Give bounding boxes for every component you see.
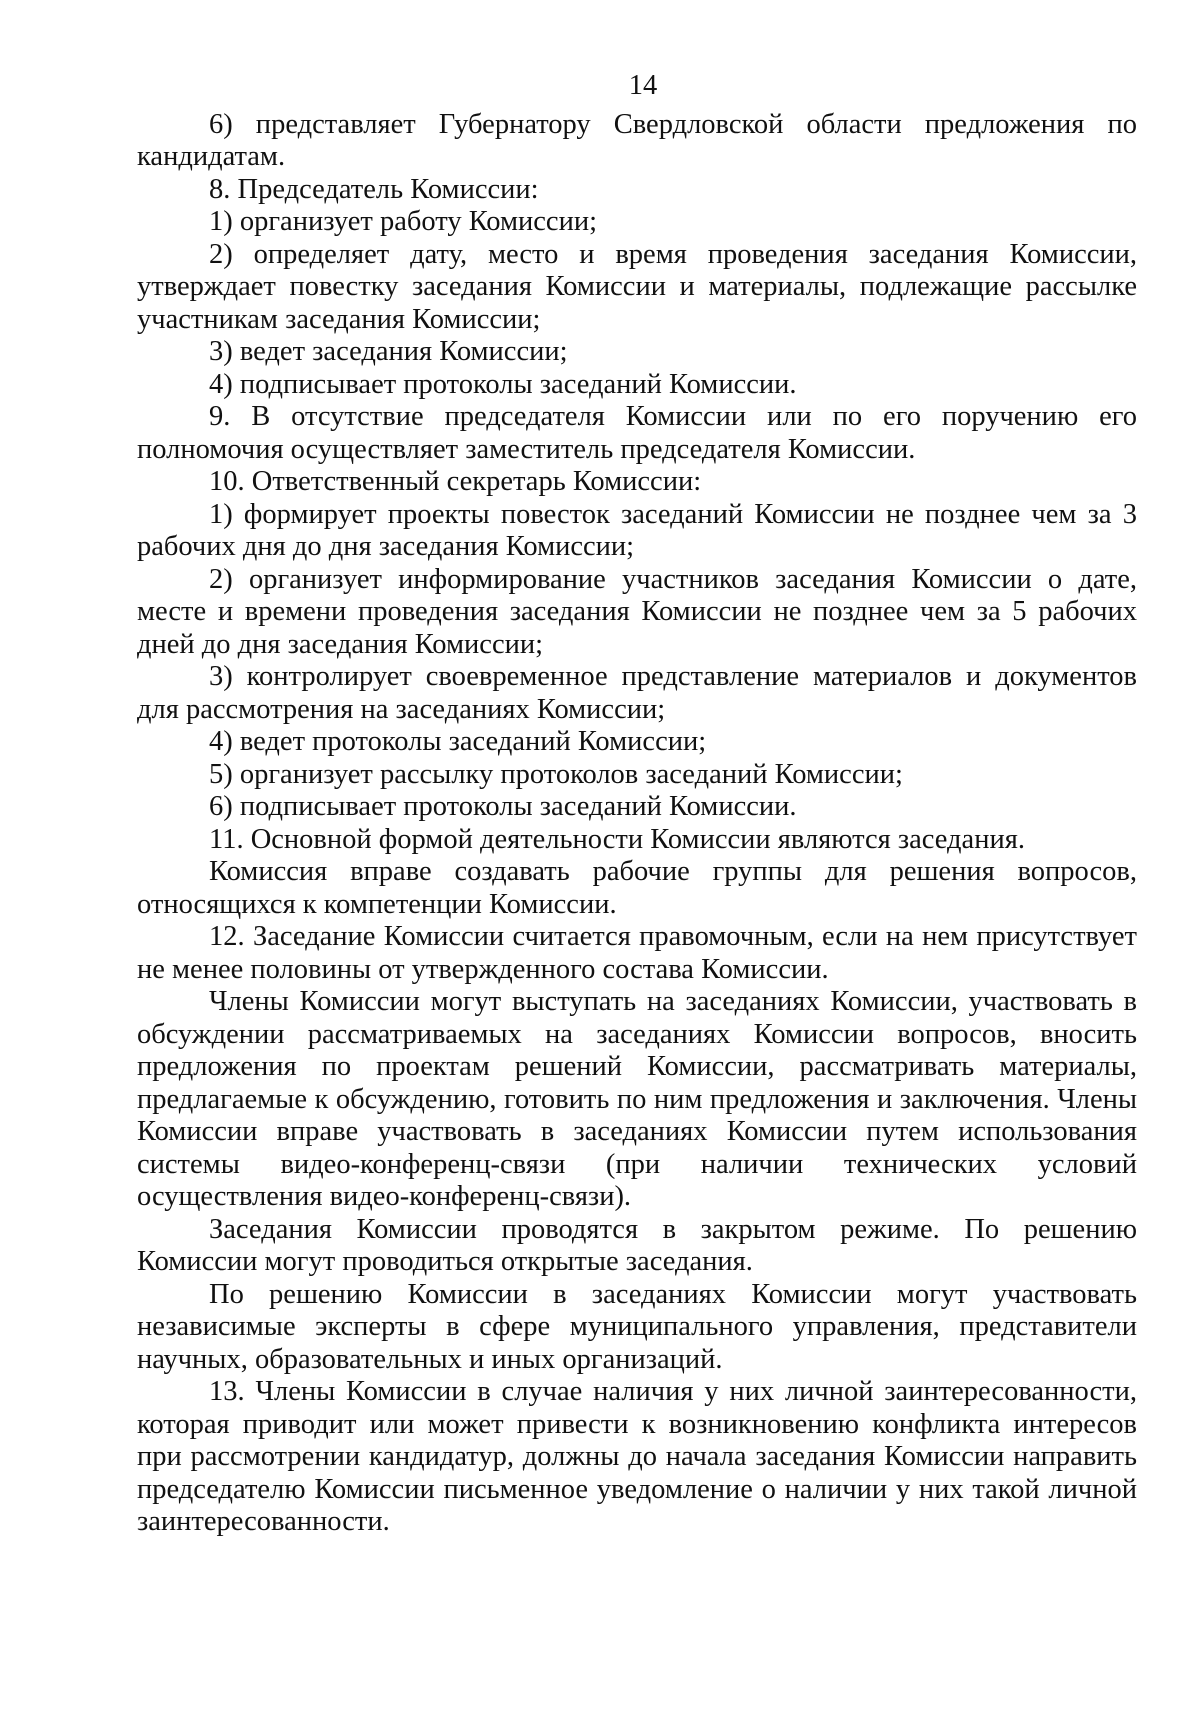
paragraph-12-experts: По решению Комиссии в заседаниях Комиссии могут участвовать независимые эксперты в сфере муниципального управления, представители научных, образовательных и иных организаций. <box>137 1278 1137 1375</box>
section-13: 13. Члены Комиссии в случае наличия у них личной заинтересованности, которая приводит или может привести к возникновению конфликта интересов при рассмотрении кандидатур, должны до начала заседания Комиссии направить председателю Комиссии письменное уведомление о наличии у них такой личной заинтересованности. <box>137 1376 1137 1537</box>
paragraph-10-4: 4) ведет протоколы заседаний Комиссии; <box>209 726 707 757</box>
paragraph-10-2: 2) организует информирование участников заседания Комиссии о дате, месте и времени проведения заседания Комиссии не позднее чем за 5 рабочих дней до дня заседания Комиссии; <box>137 563 1137 660</box>
paragraph-8-4: 4) подписывает протоколы заседаний Комиссии. <box>209 368 797 400</box>
paragraph-11-working-groups: Комиссия вправе создавать рабочие группы для решения вопросов, относящихся к компетенции Комиссии. <box>137 856 1137 920</box>
section-11: 11. Основной формой деятельности Комиссии являются заседания. <box>209 823 1025 855</box>
section-10-heading: 10. Ответственный секретарь Комиссии: <box>209 466 702 497</box>
paragraph-8-1: 1) организует работу Комиссии; <box>209 206 598 237</box>
paragraph-12-closed-sessions: Заседания Комиссии проводятся в закрытом режиме. По решению Комиссии могут проводиться открытые заседания. <box>137 1213 1137 1277</box>
paragraph-12-members: Члены Комиссии могут выступать на заседаниях Комиссии, участвовать в обсуждении рассматриваемых на заседаниях Комиссии вопросов, вносить предложения по проектам решений Комиссии, рассматривать материалы, предлагаемые к обсуждению, готовить по ним предложения и заключения. Члены Комиссии вправе участвовать в заседаниях Комиссии путем использования системы видео-конференц-связи (при наличии технических условий осуществления видео-конференц-связи). <box>137 986 1137 1212</box>
paragraph-10-1: 1) формирует проекты повесток заседаний Комиссии не позднее чем за 3 рабочих дня до дня заседания Комиссии; <box>137 498 1137 562</box>
section-8-heading: 8. Председатель Комиссии: <box>209 173 539 205</box>
page-number: 14 <box>628 70 658 101</box>
paragraph-8-3: 3) ведет заседания Комиссии; <box>209 336 568 367</box>
paragraph-item-6-proposals: 6) представляет Губернатору Свердловской области предложения по кандидатам. <box>137 108 1137 172</box>
paragraph-10-5: 5) организует рассылку протоколов заседаний Комиссии; <box>209 758 903 790</box>
section-9: 9. В отсутствие председателя Комиссии или по его поручению его полномочия осуществляет заместитель председателя Комиссии. <box>137 401 1137 465</box>
paragraph-10-6: 6) подписывает протоколы заседаний Комиссии. <box>209 791 797 822</box>
document-page <box>137 70 1137 1539</box>
paragraph-8-2: 2) определяет дату, место и время проведения заседания Комиссии, утверждает повестку заседания Комиссии и материалы, подлежащие рассылке участникам заседания Комиссии; <box>137 238 1137 335</box>
section-12: 12. Заседание Комиссии считается правомочным, если на нем присутствует не менее половины от утвержденного состава Комиссии. <box>137 921 1137 985</box>
paragraph-10-3: 3) контролирует своевременное представление материалов и документов для рассмотрения на заседаниях Комиссии; <box>137 661 1137 725</box>
